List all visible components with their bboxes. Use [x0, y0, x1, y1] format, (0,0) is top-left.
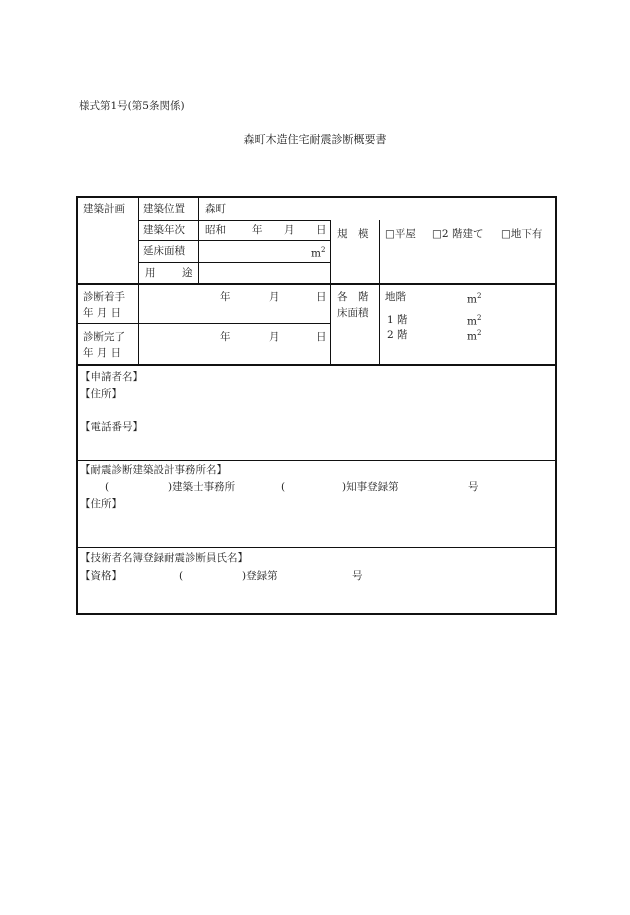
- column-rule: [138, 284, 139, 364]
- qualification-open-paren: (: [179, 570, 184, 582]
- era-text: 昭和: [205, 224, 226, 236]
- location-label: 建築位置: [143, 203, 185, 215]
- qualification-label: 【資格】: [80, 570, 122, 582]
- end-month-unit: 月: [269, 331, 280, 343]
- section-rule: [78, 364, 555, 366]
- section-rule: [78, 547, 555, 548]
- diagnosis-end-label: 診断完了: [83, 331, 125, 343]
- registration-text: )登録第: [242, 570, 278, 582]
- day-unit: 日: [316, 224, 327, 236]
- column-rule: [330, 220, 331, 283]
- column-rule: [330, 284, 331, 364]
- applicant-address-label: 【住所】: [80, 388, 122, 400]
- column-rule: [138, 198, 139, 283]
- architect-office-text: )建築士事務所: [168, 481, 236, 493]
- end-year-unit: 年: [220, 331, 231, 343]
- first-floor-label: 1 階: [387, 314, 408, 326]
- floor-area-each-label-second: 床面積: [337, 307, 369, 319]
- construction-year-label: 建築年次: [143, 224, 185, 236]
- floor-area-each-label: 各 階: [337, 291, 369, 303]
- year-unit: 年: [252, 224, 263, 236]
- governor-open-paren: (: [281, 481, 286, 493]
- second-floor-unit: $m^2$: [467, 329, 482, 343]
- section-rule: [78, 283, 555, 285]
- document-title: 森町木造住宅耐震診断概要書: [243, 133, 387, 146]
- basement-unit: $m^2$: [467, 292, 482, 306]
- diagnosis-start-label: 診断着手: [83, 291, 125, 303]
- scale-option-single-story[interactable]: □平屋: [385, 228, 416, 240]
- engineer-name-label: 【技術者名簿登録耐震診断員氏名】: [80, 552, 248, 564]
- scale-option-basement[interactable]: □地下有: [501, 228, 543, 240]
- diagnosis-end-date-label: 年 月 日: [83, 347, 122, 359]
- basement-label: 地階: [385, 291, 406, 303]
- row-rule: [138, 220, 330, 221]
- section-rule: [78, 460, 555, 461]
- row-rule: [138, 240, 330, 241]
- second-floor-label: 2 階: [387, 329, 408, 341]
- scale-label: 規 模: [337, 228, 369, 240]
- start-year-unit: 年: [220, 291, 231, 303]
- governor-registration-text: )知事登録第: [342, 481, 399, 493]
- column-rule: [379, 284, 380, 364]
- start-day-unit: 日: [316, 291, 327, 303]
- applicant-name-label: 【申請者名】: [80, 371, 143, 383]
- column-rule: [198, 198, 199, 283]
- building-plan-label: 建築計画: [83, 203, 125, 215]
- first-floor-unit: $m^2$: [467, 314, 482, 328]
- office-number-suffix: 号: [468, 481, 479, 493]
- column-rule: [379, 220, 380, 283]
- use-label-second: 途: [182, 267, 193, 279]
- engineer-number-suffix: 号: [352, 570, 363, 582]
- office-name-label: 【耐震診断建築設計事務所名】: [80, 464, 227, 476]
- use-label-first: 用: [145, 267, 156, 279]
- office-open-paren: (: [105, 481, 110, 493]
- month-unit: 月: [284, 224, 295, 236]
- row-rule: [78, 323, 330, 324]
- form-table: [76, 196, 557, 615]
- end-day-unit: 日: [316, 331, 327, 343]
- scale-option-two-story[interactable]: □2 階建て: [432, 228, 484, 240]
- location-value: 森町: [205, 203, 226, 215]
- form-number: 様式第1号(第5条関係): [79, 100, 185, 112]
- applicant-phone-label: 【電話番号】: [80, 421, 143, 433]
- start-month-unit: 月: [269, 291, 280, 303]
- row-rule: [138, 262, 330, 263]
- floor-area-unit: $m^2$: [311, 246, 326, 260]
- diagnosis-start-date-label: 年 月 日: [83, 307, 122, 319]
- office-address-label: 【住所】: [80, 498, 122, 510]
- floor-area-label: 延床面積: [143, 245, 185, 257]
